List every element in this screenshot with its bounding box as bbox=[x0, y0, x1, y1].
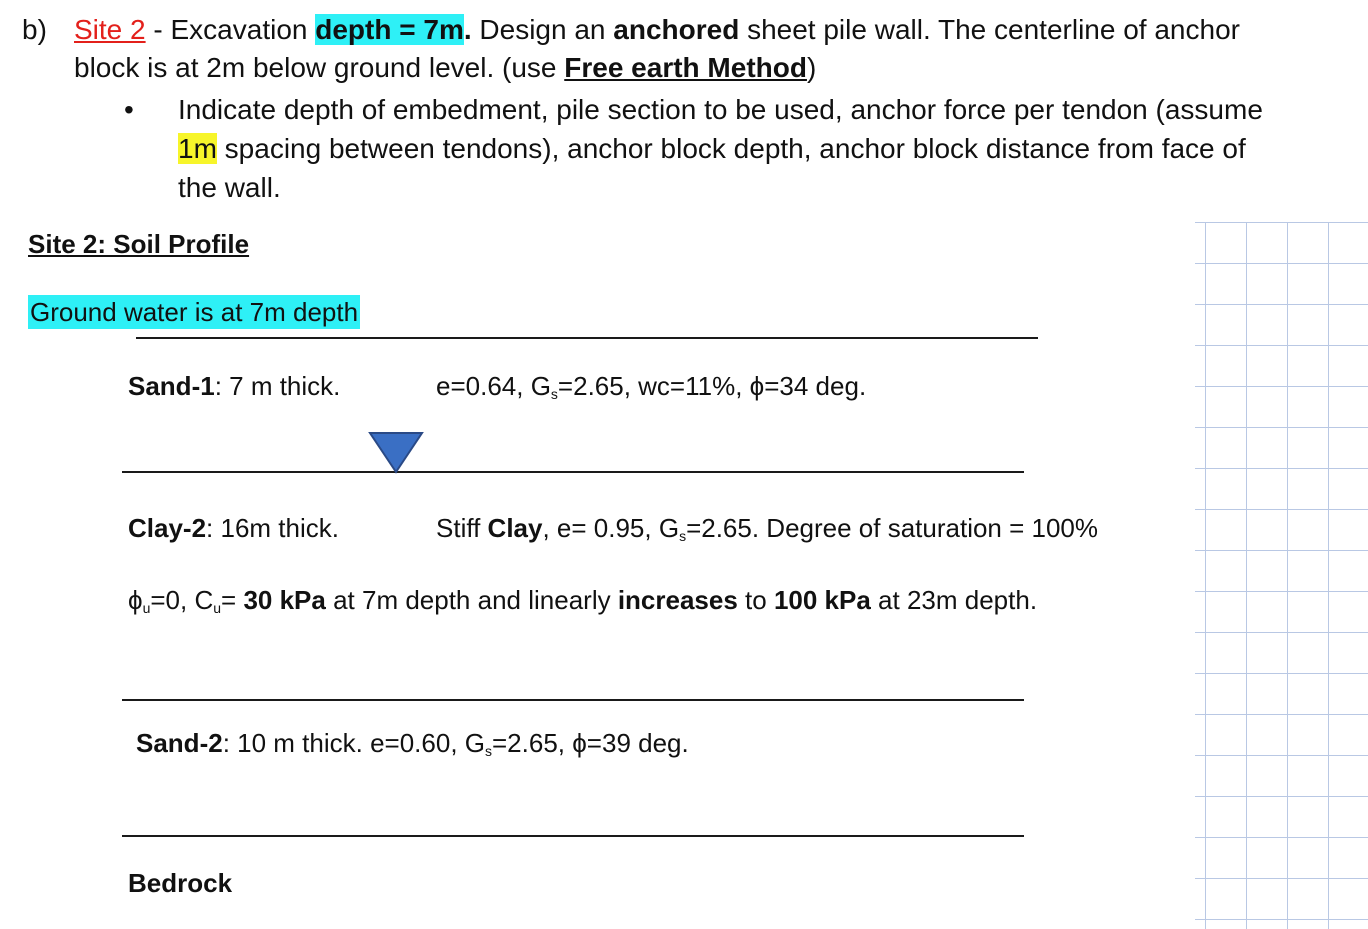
clay-sand2-boundary bbox=[122, 699, 1024, 701]
sand1-label bbox=[128, 369, 340, 403]
cutoff-red-dashes bbox=[0, 219, 900, 222]
clay2-stiff: Stiff bbox=[436, 513, 488, 543]
clay2-name: Clay-2 bbox=[128, 513, 207, 543]
profile-title: Site 2: Soil Profile bbox=[28, 229, 250, 259]
bullet-line-2-text: spacing between tendons), anchor block depth, anchor block distance from face of bbox=[216, 133, 1246, 164]
sand1-props-post: =2.65, wc=11%, ϕ=34 deg. bbox=[557, 371, 867, 401]
part-label: b) bbox=[22, 14, 47, 45]
bullet-line-3: the wall. bbox=[178, 172, 281, 203]
phi-eq: =0, C bbox=[150, 585, 214, 615]
increases-word: increases bbox=[617, 585, 738, 615]
bedrock-label: Bedrock bbox=[128, 868, 233, 898]
water-table-icon bbox=[366, 430, 426, 476]
sand1-props-pre: e=0.64, G bbox=[436, 371, 551, 401]
sand1-name: Sand-1 bbox=[128, 371, 215, 401]
sand1-clay-boundary bbox=[122, 471, 1024, 473]
line2-post: ) bbox=[806, 52, 817, 83]
depth-highlight: depth = 7m bbox=[315, 14, 464, 45]
groundwater-note: Ground water is at 7m depth bbox=[30, 297, 359, 327]
phi-sub: u bbox=[142, 600, 151, 616]
method-name: Free earth Method bbox=[564, 52, 807, 83]
clay2-properties bbox=[436, 511, 1098, 545]
sand2-props-post: =2.65, ϕ=39 deg. bbox=[492, 728, 689, 758]
cu-end-text: at 23m depth. bbox=[870, 585, 1038, 615]
site-link: Site 2 bbox=[74, 14, 146, 45]
sand1-gs-sub: s bbox=[550, 386, 558, 402]
cu-mid2: to bbox=[737, 585, 774, 615]
design-pre: Design an bbox=[471, 14, 614, 45]
spacing-highlight: 1m bbox=[178, 133, 217, 164]
cu-mid1: at 7m depth and linearly bbox=[325, 585, 618, 615]
cutoff-red-text-fragment bbox=[0, 214, 900, 222]
cu-start: 30 kPa bbox=[243, 585, 326, 615]
part-b-line-2 bbox=[74, 50, 816, 86]
bullet-icon: • bbox=[124, 94, 134, 125]
anchored-word: anchored bbox=[613, 14, 740, 45]
sand2-gs-sub: s bbox=[485, 743, 492, 759]
grid-paper bbox=[1195, 222, 1368, 929]
clay2-gs-sub: s bbox=[679, 528, 687, 544]
bullet-line-2 bbox=[178, 131, 1246, 167]
part-b-line-1 bbox=[74, 12, 1240, 48]
phi-symbol: ϕ bbox=[128, 585, 143, 615]
part-b-dash: - Excavation bbox=[145, 14, 316, 45]
sand2-bedrock-boundary bbox=[122, 835, 1024, 837]
design-post: sheet pile wall. The centerline of anchor bbox=[739, 14, 1240, 45]
clay2-props-post: =2.65. Degree of saturation = 100% bbox=[686, 513, 1099, 543]
sand1-properties bbox=[436, 369, 866, 403]
sand2-name: Sand-2 bbox=[136, 728, 223, 758]
clay2-thickness: : 16m thick. bbox=[206, 513, 339, 543]
bullet-line-1: Indicate depth of embedment, pile section to be used, anchor force per tendon (assume bbox=[178, 94, 1263, 125]
clay2-clay-word: Clay bbox=[487, 513, 543, 543]
clay2-strength bbox=[128, 583, 1037, 617]
part-b-period: . bbox=[463, 14, 472, 45]
sand1-thickness: : 7 m thick. bbox=[214, 371, 341, 401]
sand2-thickness: : 10 m thick. e=0.60, G bbox=[222, 728, 485, 758]
line2-pre: block is at 2m below ground level. (use bbox=[74, 52, 565, 83]
clay2-props-pre: , e= 0.95, G bbox=[542, 513, 680, 543]
cu-sub: u bbox=[213, 600, 222, 616]
ground-surface-line bbox=[136, 337, 1038, 339]
cu-eq: = bbox=[221, 585, 244, 615]
clay2-label bbox=[128, 511, 339, 545]
sand2-label bbox=[136, 726, 689, 760]
cu-end: 100 kPa bbox=[773, 585, 871, 615]
